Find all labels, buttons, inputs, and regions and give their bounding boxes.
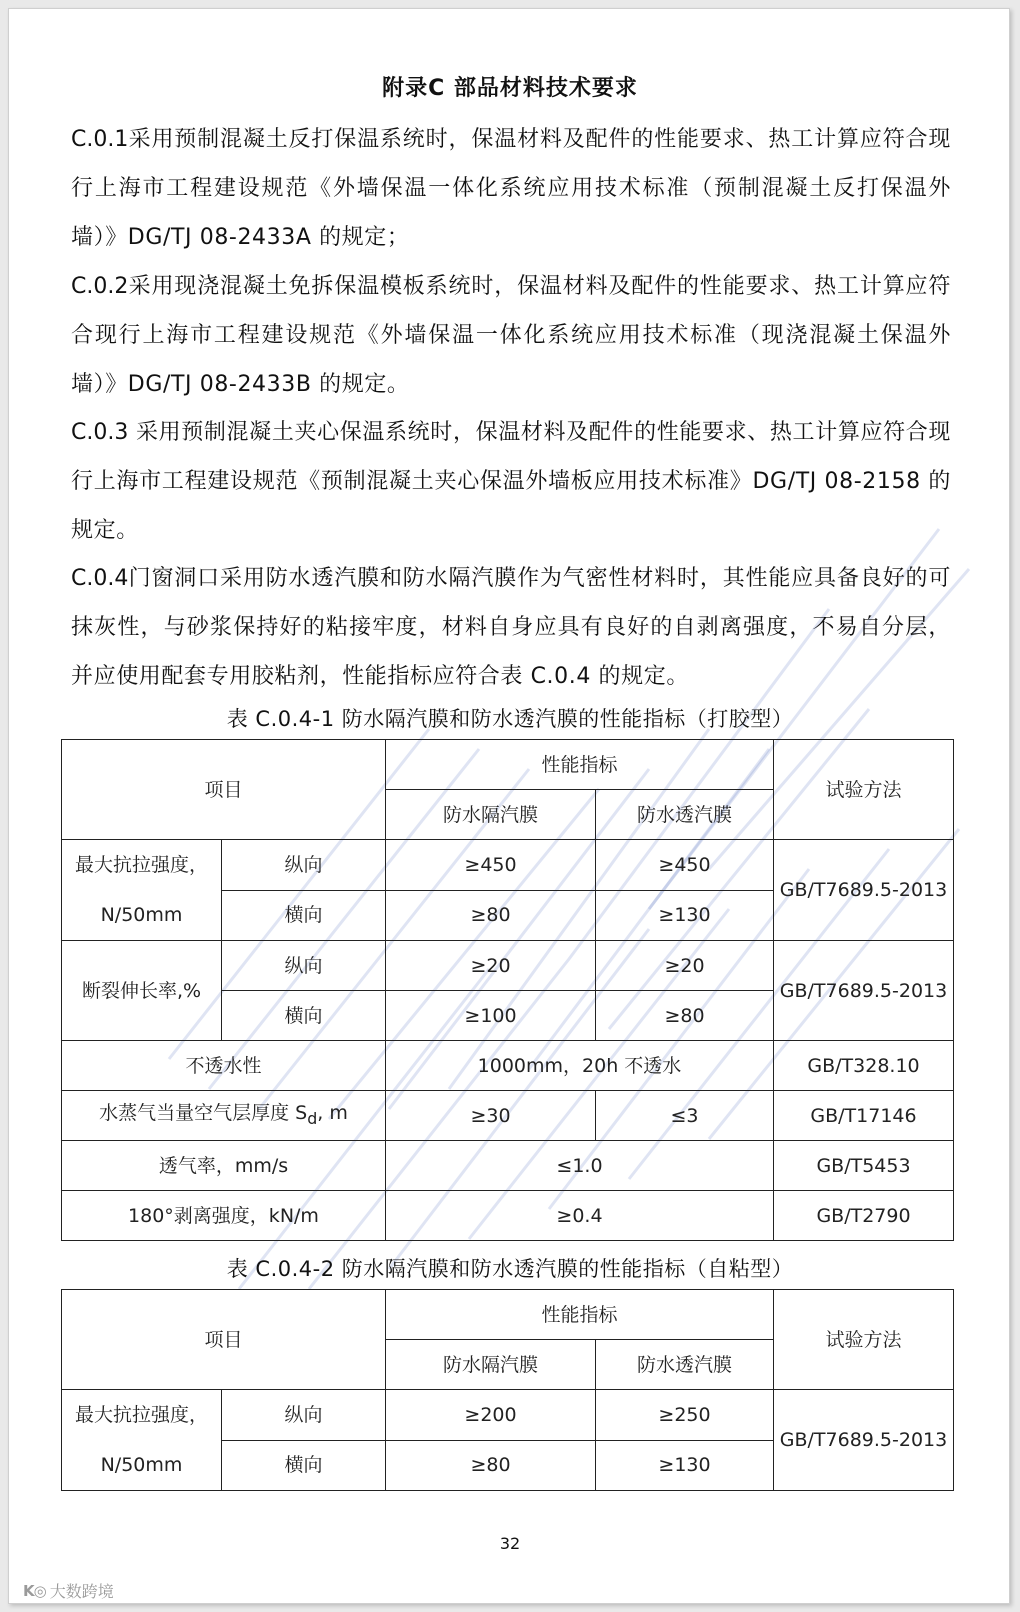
elongation-a-1: ≥20: [386, 941, 596, 991]
elongation-dir-1: 纵向: [222, 941, 386, 991]
elongation-dir-2: 横向: [222, 991, 386, 1041]
paragraph-c02: [71, 262, 951, 409]
header-perf: 性能指标: [386, 1290, 774, 1340]
header-perf: 性能指标: [386, 740, 774, 790]
header-col-a: 防水隔汽膜: [386, 790, 596, 840]
vapor-label-text: 水蒸气当量空气层厚度 S: [99, 1101, 308, 1124]
tensile-a-2: ≥80: [386, 890, 596, 941]
table1: [61, 739, 954, 1241]
impermeability-method: GB/T328.10: [774, 1041, 954, 1091]
header-method: 试验方法: [774, 1290, 954, 1390]
table2-caption: 表 C.0.4-2 防水隔汽膜和防水透汽膜的性能指标（自粘型）: [226, 1257, 794, 1281]
tensile-label: 最大抗拉强度，N/50mm: [62, 1390, 222, 1491]
vapor-label-sub: d: [307, 1108, 318, 1128]
table2: [61, 1289, 954, 1491]
header-item: 项目: [62, 740, 386, 840]
peel-label: 180°剥离强度，kN/m: [62, 1191, 386, 1241]
elongation-label: 断裂伸长率,%: [62, 941, 222, 1041]
impermeability-label: 不透水性: [62, 1041, 386, 1091]
paragraph-c03: [71, 408, 951, 555]
tensile-b-1: ≥450: [596, 840, 774, 891]
header-method: 试验方法: [774, 740, 954, 840]
vapor-label: [62, 1091, 386, 1141]
vapor-a: ≥30: [386, 1091, 596, 1141]
elongation-b-2: ≥80: [596, 991, 774, 1041]
elongation-a-2: ≥100: [386, 991, 596, 1041]
clause-text: 采用预制混凝土反打保温系统时，保温材料及配件的性能要求、热工计算应符合现行上海市工程建设规范《外墙保温一体化系统应用技术标准（预制混凝土反打保温外墙）》DG/TJ 08-2433A 的规定；: [71, 127, 951, 250]
tensile-b-2: ≥130: [596, 890, 774, 941]
logo-icon: K◎: [23, 1581, 46, 1600]
vapor-label-suffix: , m: [317, 1101, 348, 1124]
air-method: GB/T5453: [774, 1141, 954, 1191]
clause-id: C.0.2: [71, 274, 129, 299]
tensile-dir-1: 纵向: [222, 1390, 386, 1441]
clause-id: C.0.3: [71, 420, 129, 445]
tensile-method: GB/T7689.5-2013: [774, 1390, 954, 1491]
impermeability-value: 1000mm，20h 不透水: [386, 1041, 774, 1091]
source-logo: [23, 1579, 114, 1602]
header-col-a: 防水隔汽膜: [386, 1340, 596, 1390]
tensile-method: GB/T7689.5-2013: [774, 840, 954, 941]
header-col-b: 防水透汽膜: [596, 790, 774, 840]
clause-text: 采用预制混凝土夹心保温系统时，保温材料及配件的性能要求、热工计算应符合现行上海市工程建设规范《预制混凝土夹心保温外墙板应用技术标准》DG/TJ 08-2158 的规定。: [71, 420, 951, 543]
vapor-method: GB/T17146: [774, 1091, 954, 1141]
paragraph-c04: [71, 554, 951, 701]
tensile-a-1: ≥200: [386, 1390, 596, 1441]
air-value: ≤1.0: [386, 1141, 774, 1191]
clause-text: 门窗洞口采用防水透汽膜和防水隔汽膜作为气密性材料时，其性能应具备良好的可抹灰性，与砂浆保持好的粘接牢度，材料自身应具有良好的自剥离强度，不易自分层，并应使用配套专用胶粘剂，性能指标应符合表 C.0.4 的规定。: [71, 566, 951, 689]
tensile-b-2: ≥130: [596, 1440, 774, 1491]
header-item: 项目: [62, 1290, 386, 1390]
page-number: 32: [499, 1534, 521, 1553]
elongation-b-1: ≥20: [596, 941, 774, 991]
appendix-title: 附录C 部品材料技术要求: [382, 76, 638, 101]
paragraph-c01: [71, 115, 951, 262]
tensile-a-1: ≥450: [386, 840, 596, 891]
logo-text: 大数跨境: [49, 1582, 114, 1601]
peel-value: ≥0.4: [386, 1191, 774, 1241]
header-col-b: 防水透汽膜: [596, 1340, 774, 1390]
vapor-b: ≤3: [596, 1091, 774, 1141]
tensile-a-2: ≥80: [386, 1440, 596, 1491]
peel-method: GB/T2790: [774, 1191, 954, 1241]
clause-text: 采用现浇混凝土免拆保温模板系统时，保温材料及配件的性能要求、热工计算应符合现行上海市工程建设规范《外墙保温一体化系统应用技术标准（现浇混凝土保温外墙）》DG/TJ 08-2433B 的规定。: [71, 274, 951, 397]
clause-id: C.0.4: [71, 566, 129, 591]
tensile-label: 最大抗拉强度，N/50mm: [62, 840, 222, 941]
elongation-method: GB/T7689.5-2013: [774, 941, 954, 1041]
tensile-dir-1: 纵向: [222, 840, 386, 891]
air-label: 透气率，mm/s: [62, 1141, 386, 1191]
tensile-b-1: ≥250: [596, 1390, 774, 1441]
tensile-dir-2: 横向: [222, 1440, 386, 1491]
document-page: [8, 8, 1010, 1604]
clause-id: C.0.1: [71, 127, 129, 152]
tensile-dir-2: 横向: [222, 890, 386, 941]
table1-caption: 表 C.0.4-1 防水隔汽膜和防水透汽膜的性能指标（打胶型）: [226, 707, 794, 731]
